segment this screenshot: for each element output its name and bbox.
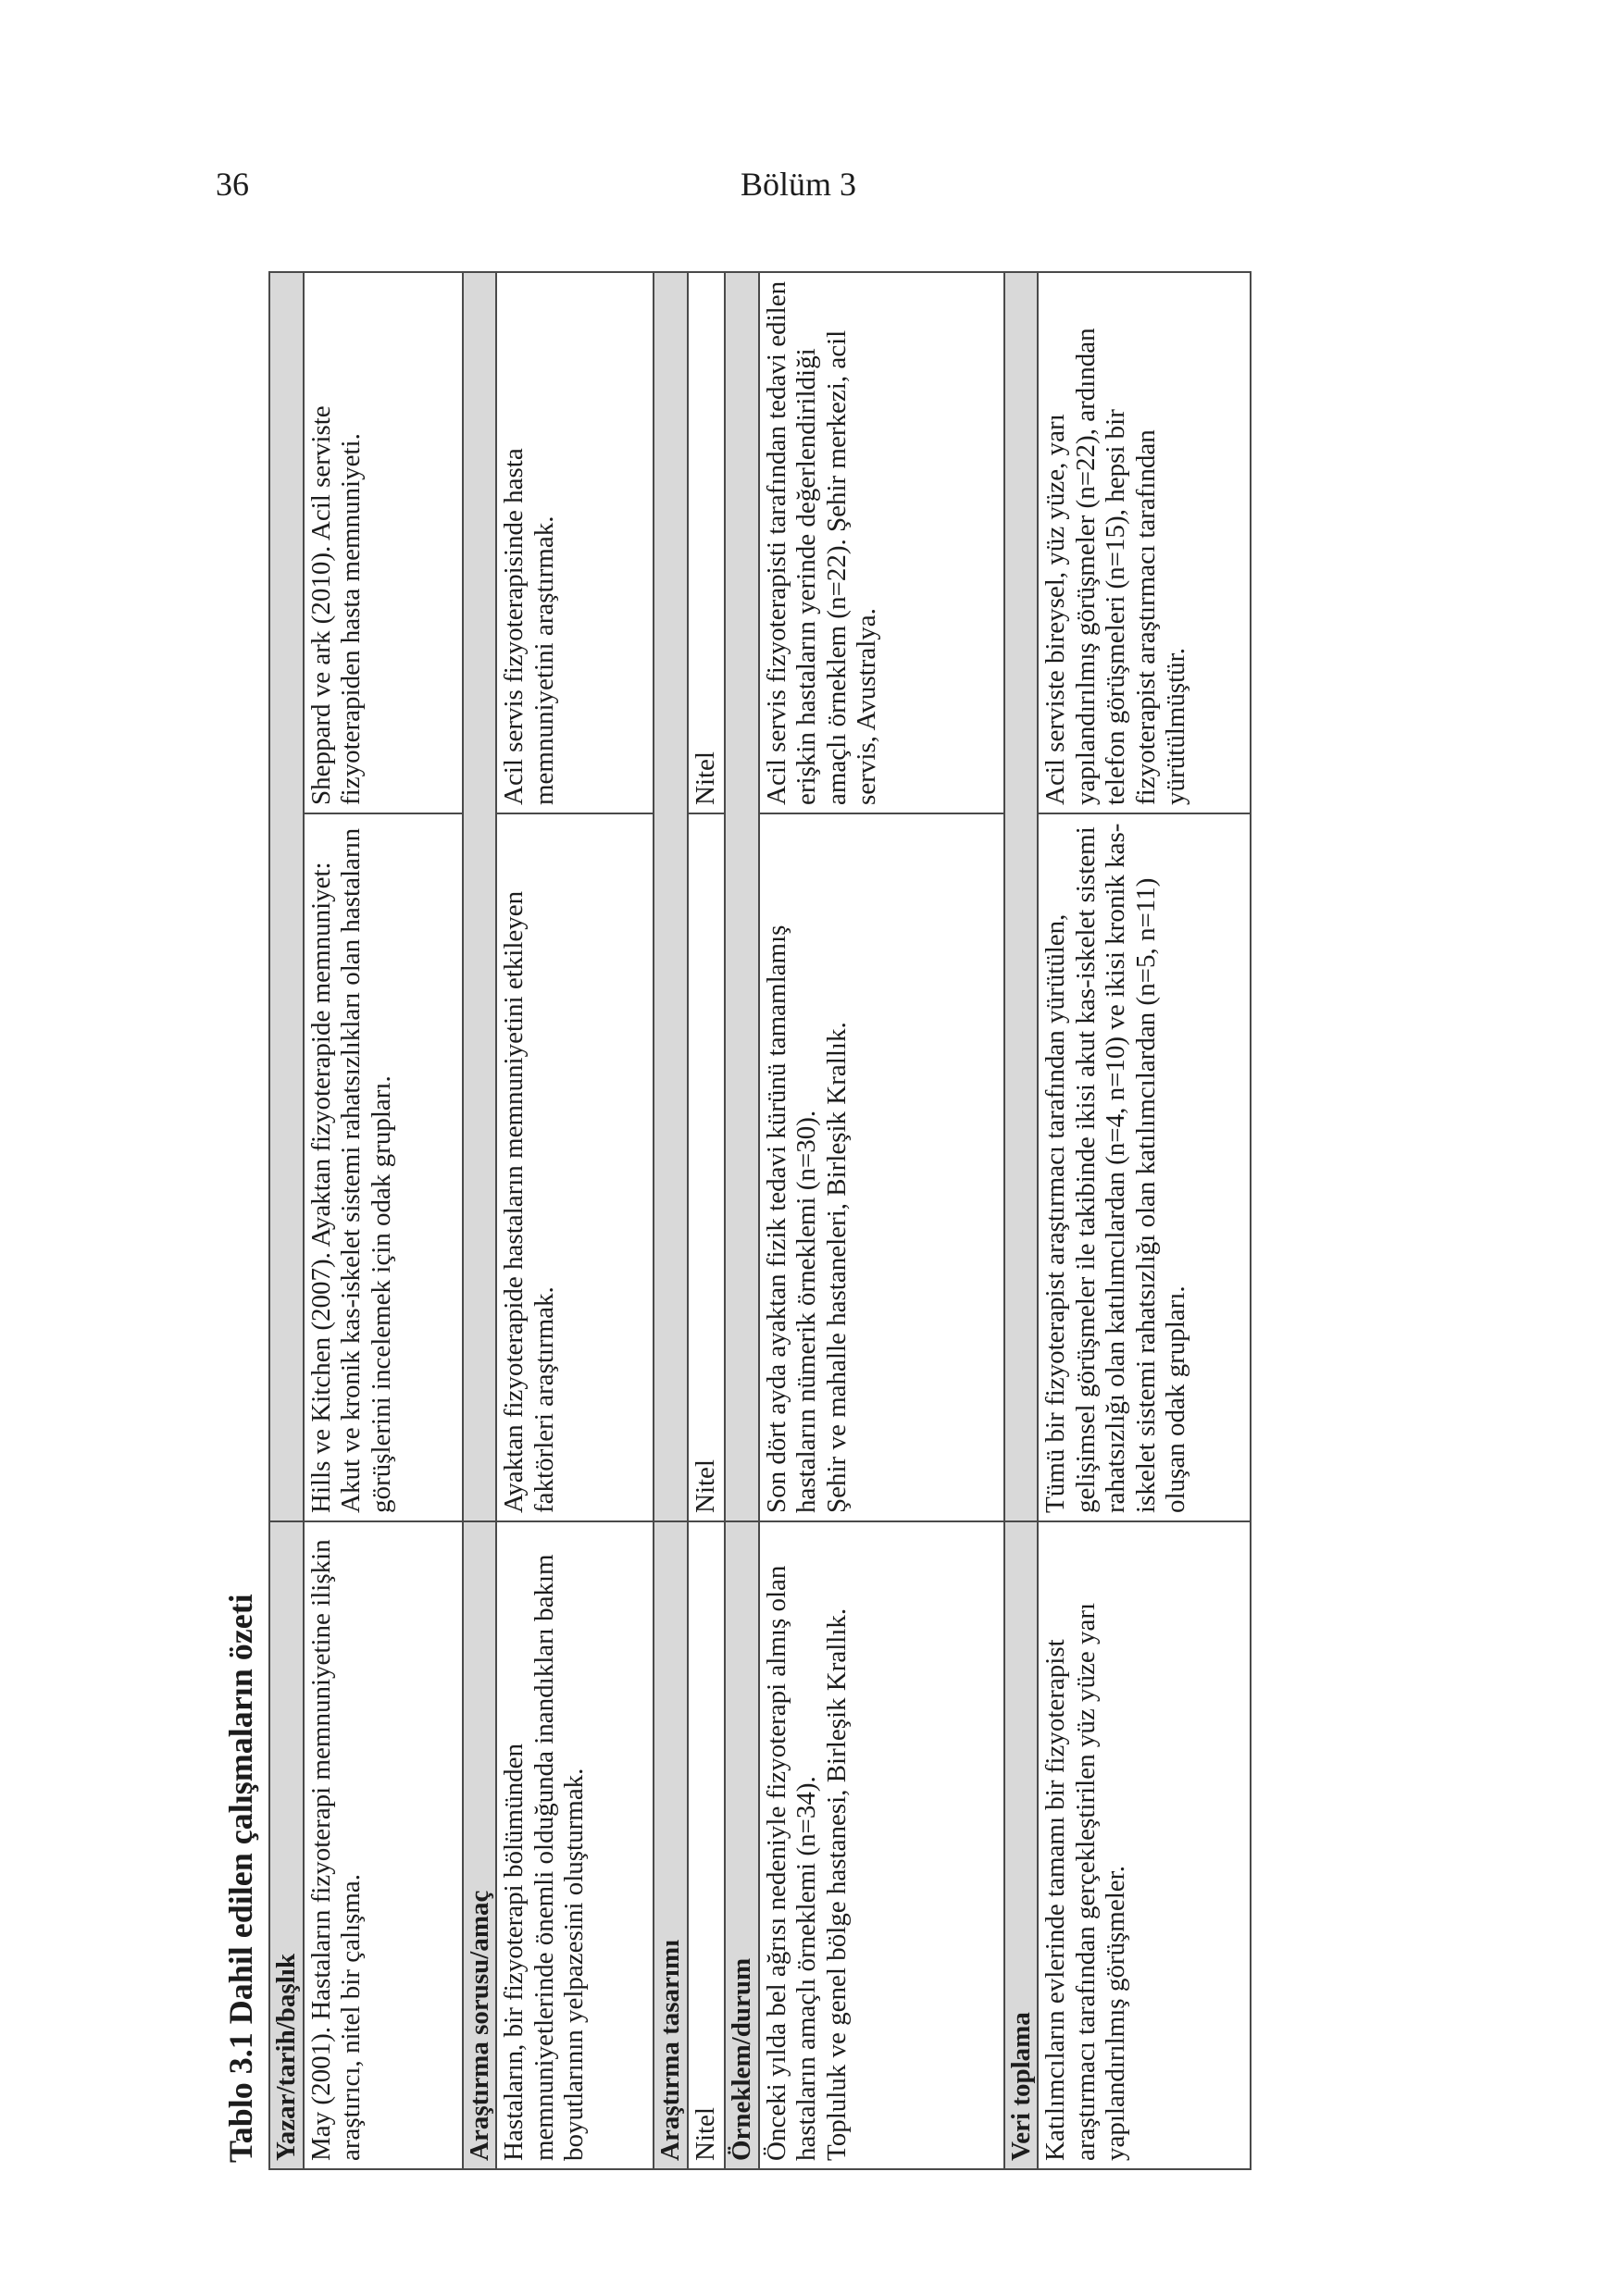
table-cell xyxy=(759,272,1004,813)
cell-line: Topluluk ve genel bölge hastanesi, Birleşik Krallık. xyxy=(821,1607,852,2161)
table-cell: Nitel xyxy=(688,813,726,1521)
study-summary-table xyxy=(268,271,1252,2170)
table-cell xyxy=(759,813,1004,1521)
section-row-author xyxy=(269,272,304,2169)
table-row xyxy=(759,272,1004,2169)
table-title: Tablo 3.1 Dahil edilen çalışmaların özeti xyxy=(222,1594,259,2163)
section-row-question xyxy=(463,272,497,2169)
table-row xyxy=(496,272,654,2169)
section-header-author: Yazar/tarih/başlık xyxy=(269,1521,304,2169)
table-cell: Nitel xyxy=(688,1521,726,2169)
table-cell xyxy=(759,1521,1004,2169)
table-cell: Hastaların, bir fizyoterapi bölümünden memnuniyetlerinde önemli olduğunda inandıkları bakım boyutlarının yelpazesini oluşturmak. xyxy=(496,1521,654,2169)
running-head: Bölüm 3 xyxy=(741,166,857,203)
section-header-design: Araştırma tasarımı xyxy=(654,1521,688,2169)
table-row xyxy=(1038,272,1251,2169)
section-header-fill xyxy=(1004,272,1039,1521)
table-cell: Acil servis fizyoterapisinde hasta memnuniyetini araştırmak. xyxy=(496,272,654,813)
table-cell: Tümü bir fizyoterapist araştırmacı tarafından yürütülen, gelişimsel görüşmeler ile takibinde ikisi akut kas-iskelet sistemi rahatsızlığı olan katılımcılardan (n=4, n=10) ve ikisi kronik kas-iskelet sistemi rahatsızlığı olan katılımcılardan (n=5, n=11) oluşan odak grupları. xyxy=(1038,813,1251,1521)
cell-line: Şehir ve mahalle hastaneleri, Birleşik Krallık. xyxy=(821,1022,852,1513)
table-cell: Katılımcıların evlerinde tamamı bir fizyoterapist araştırmacı tarafından gerçekleştirilen yüz yüze yarı yapılandırılmış görüşmeler. xyxy=(1038,1521,1251,2169)
section-header-fill xyxy=(463,272,497,1521)
table-cell: Hills ve Kitchen (2007). Ayaktan fizyoterapide memnuniyet: Akut ve kronik kas-iskelet sistemi rahatsızlıkları olan hastaların görüşlerini incelemek için odak grupları. xyxy=(304,813,463,1521)
cell-line: Önceki yılda bel ağrısı nedeniyle fizyoterapi almış olan hastaların amaçlı örneklemi (n=34). xyxy=(761,1565,821,2161)
table-row xyxy=(688,272,726,2169)
page-number: 36 xyxy=(216,166,249,203)
section-header-collection: Veri toplama xyxy=(1004,1521,1039,2169)
section-header-fill xyxy=(269,272,304,1521)
section-header-question: Araştırma sorusu/amaç xyxy=(463,1521,497,2169)
table-row xyxy=(304,272,463,2169)
table-cell: May (2001). Hastaların fizyoterapi memnuniyetine ilişkin araştırıcı, nitel bir çalışma. xyxy=(304,1521,463,2169)
cell-line: Acil servis fizyoterapisti tarafından tedavi edilen erişkin hastaların yerinde değerlendirildiği amaçlı örneklem (n=22). Şehir merkezi, acil servis, Avustralya. xyxy=(761,280,881,805)
section-row-sample xyxy=(725,272,759,2169)
section-header-fill xyxy=(654,272,688,1521)
section-row-design xyxy=(654,272,688,2169)
table-cell: Sheppard ve ark (2010). Acil serviste fizyoterapiden hasta memnuniyeti. xyxy=(304,272,463,813)
rotated-table-container xyxy=(218,273,1282,2170)
section-header-fill xyxy=(725,272,759,1521)
table-cell: Nitel xyxy=(688,272,726,813)
table-cell: Acil serviste bireysel, yüz yüze, yarı yapılandırılmış görüşmeler (n=22), ardından telefon görüşmeleri (n=15), hepsi bir fizyoterapist araştırmacı tarafından yürütülmüştür. xyxy=(1038,272,1251,813)
section-header-sample: Örneklem/durum xyxy=(725,1521,759,2169)
section-row-collection xyxy=(1004,272,1039,2169)
table-cell: Ayaktan fizyoterapide hastaların memnuniyetini etkileyen faktörleri araştırmak. xyxy=(496,813,654,1521)
cell-line: Son dört ayda ayaktan fizik tedavi kürünü tamamlamış hastaların nümerik örneklemi (n=30). xyxy=(761,925,821,1513)
